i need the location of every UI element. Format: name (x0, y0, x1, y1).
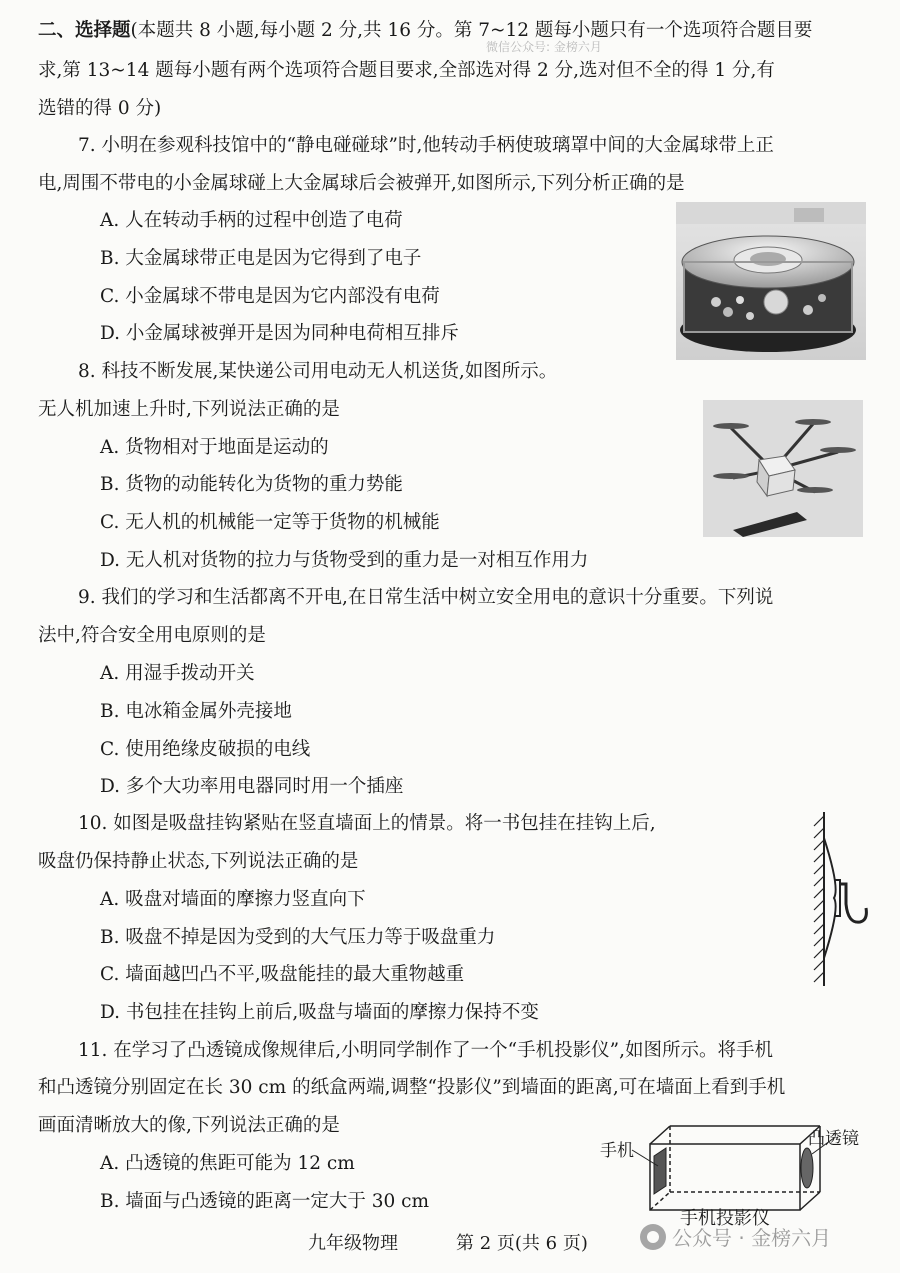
footer-page-number: 第 2 页(共 6 页) (456, 1233, 588, 1254)
q10-option-d[interactable]: D. 书包挂在挂钩上前后,吸盘与墙面的摩擦力保持不变 (100, 1002, 539, 1023)
q9-option-a[interactable]: A. 用湿手拨动开关 (100, 663, 255, 684)
section-intro-line-2: 求,第 13~14 题每小题有两个选项符合题目要求,全部选对得 2 分,选对但不全的得 1 分,有 (38, 60, 775, 81)
footer-subject: 九年级物理 (308, 1233, 398, 1254)
q11-stem-line-1: 11. 在学习了凸透镜成像规律后,小明同学制作了一个“手机投影仪”,如图所示。将手机 (78, 1040, 773, 1061)
q7-option-c[interactable]: C. 小金属球不带电是因为它内部没有电荷 (100, 286, 440, 307)
projector-label-phone: 手机 (600, 1141, 634, 1161)
q8-option-a[interactable]: A. 货物相对于地面是运动的 (100, 437, 329, 458)
q9-option-d[interactable]: D. 多个大功率用电器同时用一个插座 (100, 776, 404, 797)
q10-option-c[interactable]: C. 墙面越凹凸不平,吸盘能挂的最大重物越重 (100, 964, 465, 985)
section-intro-line-3: 选错的得 0 分) (38, 98, 162, 119)
q8-drone-photo (703, 400, 863, 537)
q7-option-b[interactable]: B. 大金属球带正电是因为它得到了电子 (100, 248, 422, 269)
projector-label-lens: 凸透镜 (808, 1129, 859, 1149)
section-intro-line-1 (38, 18, 870, 44)
q10-stem-line-1: 10. 如图是吸盘挂钩紧贴在竖直墙面上的情景。将一书包挂在挂钩上后, (78, 813, 656, 834)
projector-caption: 手机投影仪 (680, 1208, 770, 1229)
q9-option-b[interactable]: B. 电冰箱金属外壳接地 (100, 701, 292, 722)
section-title: 二、选择题 (38, 20, 131, 41)
q10-option-a[interactable]: A. 吸盘对墙面的摩擦力竖直向下 (100, 889, 366, 910)
q8-option-b[interactable]: B. 货物的动能转化为货物的重力势能 (100, 474, 403, 495)
wechat-account-icon (640, 1224, 666, 1250)
q9-stem-line-1: 9. 我们的学习和生活都离不开电,在日常生活中树立安全用电的意识十分重要。下列说 (78, 587, 774, 608)
q10-option-b[interactable]: B. 吸盘不掉是因为受到的大气压力等于吸盘重力 (100, 927, 496, 948)
q7-electrostatic-dome-photo (676, 202, 866, 360)
q8-stem-line-1: 8. 科技不断发展,某快递公司用电动无人机送货,如图所示。 (78, 361, 558, 382)
q11-option-b[interactable]: B. 墙面与凸透镜的距离一定大于 30 cm (100, 1191, 430, 1212)
q7-stem-line-1: 7. 小明在参观科技馆中的“静电碰碰球”时,他转动手柄使玻璃罩中间的大金属球带上正 (78, 135, 774, 156)
q7-option-d[interactable]: D. 小金属球被弹开是因为同种电荷相互排斥 (100, 323, 459, 344)
q7-option-a[interactable]: A. 人在转动手柄的过程中创造了电荷 (100, 210, 403, 231)
q8-option-c[interactable]: C. 无人机的机械能一定等于货物的机械能 (100, 512, 440, 533)
watermark-bottom (640, 1222, 831, 1251)
q9-stem-line-2: 法中,符合安全用电原则的是 (38, 625, 266, 646)
q8-stem-line-2: 无人机加速上升时,下列说法正确的是 (38, 399, 340, 420)
watermark-top: 微信公众号: 金榜六月 (486, 40, 602, 54)
q7-stem-line-2: 电,周围不带电的小金属球碰上大金属球后会被弹开,如图所示,下列分析正确的是 (38, 173, 685, 194)
q9-option-c[interactable]: C. 使用绝缘皮破损的电线 (100, 739, 311, 760)
q11-stem-line-2: 和凸透镜分别固定在长 30 cm 的纸盒两端,调整“投影仪”到墙面的距离,可在墙面上看到手机 (38, 1077, 786, 1098)
q11-option-a[interactable]: A. 凸透镜的焦距可能为 12 cm (100, 1153, 355, 1174)
q11-stem-line-3: 画面清晰放大的像,下列说法正确的是 (38, 1115, 340, 1136)
q10-stem-line-2: 吸盘仍保持静止状态,下列说法正确的是 (38, 851, 359, 872)
section-intro-text: (本题共 8 小题,每小题 2 分,共 16 分。第 7~12 题每小题只有一个选项符合题目要 (130, 20, 813, 41)
watermark-bottom-text: 公众号 · 金榜六月 (672, 1226, 832, 1250)
q10-suction-hook-figure (800, 808, 872, 988)
q11-projector-figure (598, 1118, 870, 1230)
q8-option-d[interactable]: D. 无人机对货物的拉力与货物受到的重力是一对相互作用力 (100, 550, 589, 571)
